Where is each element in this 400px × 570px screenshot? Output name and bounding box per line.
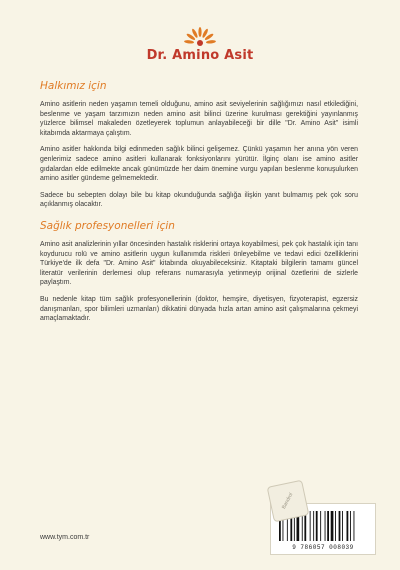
paragraph: Sadece bu sebepten dolayı bile bu kitap okunduğunda sağlığa ilişkin yanıt bulmamış pek çok soru açıklanmış olacaktır. bbox=[40, 191, 358, 209]
sunburst-icon bbox=[183, 26, 217, 46]
section-heading-professionals: Sağlık profesyonelleri için bbox=[40, 219, 175, 232]
brand-name: Dr. Amino Asit bbox=[146, 48, 254, 63]
main-text bbox=[40, 80, 358, 331]
paragraph: Bu nedenle kitap tüm sağlık profesyonellerinin (doktor, hemşire, diyetisyen, fizyoterapist, egzersiz danışmanları, spor bilimleri uzmanları) dikkatini dünyada hızla artan amino asit çalışmalarına çekmeyi amaçlamaktadır. bbox=[40, 295, 358, 323]
paragraph: Amino asitler hakkında bilgi edinmeden sağlık bilinci gelişemez. Çünkü yaşamın her anına yön veren genlerimiz sadece amino asitleri kullanarak fonksiyonlarını yürütür. İlginç olanı ise amino asitler gıdalardan elde edilmekte ancak günümüzde her daim önemine vurgu yapılan beslenme konuşulurken amino asitler gündeme gelmemektedir. bbox=[40, 146, 358, 183]
publisher-url: www.tym.com.tr bbox=[40, 534, 90, 541]
brand-logo bbox=[0, 26, 400, 63]
paragraph: Amino asit analizlerinin yıllar öncesinden hastalık risklerini ortaya koyabilmesi, pek çok hastalık için tanı koydurucu rolü ve amino asitlerin uygun kullanımda riskleri önleyebilme ve tedavi edici özelliklerini Türkiye'de ilk defa "Dr. Amino Asit" kitabında okuyabileceksiniz. Kitaptaki bilgilerin tamamı güncel literatür verilerinin derlemesi olup referans numarasıyla yetinmeyip orijinal özetlerini de sizlerle paylaştım. bbox=[40, 240, 358, 287]
isbn-number: 9 786057 008039 bbox=[292, 544, 354, 551]
bandrol-sticker-area bbox=[267, 480, 310, 523]
section-heading-public: Halkımız için bbox=[40, 80, 107, 92]
bandrol-label: Bandrol bbox=[281, 491, 295, 511]
paragraph: Amino asitlerin neden yaşamın temeli olduğunu, amino asit seviyelerinin sağlığımızı nasıl etkilediğini, beslenme ve yaşam tarzımızın neden amino asit bilinci üzerine kurulması gerektiğini yayınlanmış yüzlerce bilimsel makaleden özetleyerek toplumun anlayabileceği bir dille "Dr. Amino Asit" isimli kitabımda aktarmaya çalıştım. bbox=[40, 101, 358, 137]
